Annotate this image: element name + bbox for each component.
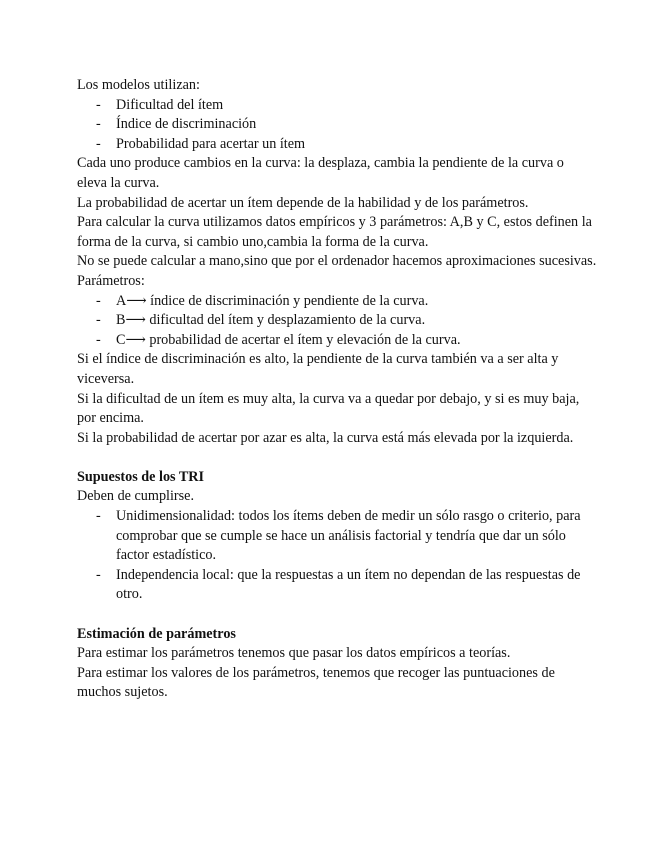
spacer (77, 605, 597, 625)
list-item: - Índice de discriminación (77, 115, 597, 135)
paragraph: Deben de cumplirse. (77, 488, 195, 505)
supuestos-list (77, 507, 597, 605)
paragraph: Si el índice de discriminación es alto, la pendiente de la curva también va a ser alta y viceversa. (77, 351, 559, 387)
params-list (77, 292, 597, 351)
paragraph: Si la dificultad de un ítem es muy alta, la curva va a quedar por debajo, y si es muy baja, por encima. (77, 390, 580, 427)
paragraph: No se puede calcular a mano,sino que por el ordenador hacemos aproximaciones sucesivas. (77, 253, 597, 270)
paragraph: Cada uno produce cambios en la curva: la desplaza, cambia la pendiente de la curva o eleva la curva. (77, 155, 564, 191)
list-item: - Probabilidad para acertar un ítem (77, 135, 597, 155)
paragraph: Para estimar los valores de los parámetros, tenemos que recoger las puntuaciones de muchos sujetos. (77, 664, 555, 701)
list-item: - Dificultad del ítem (77, 96, 597, 116)
params-label: Parámetros: (77, 272, 145, 289)
models-heading: Los modelos utilizan: (77, 77, 200, 93)
paragraph: La probabilidad de acertar un ítem depende de la habilidad y de los parámetros. (77, 194, 529, 211)
list-item: - Unidimensionalidad: todos los ítems deben de medir un sólo rasgo o criterio, para comprobar que se cumple se hace un análisis factorial y tendría que dar un sólo factor estadístico. (77, 507, 597, 566)
section-title-estimacion: Estimación de parámetros (77, 625, 236, 642)
list-item: - B⟶ dificultad del ítem y desplazamiento de la curva. (77, 311, 597, 331)
paragraph: Si la probabilidad de acertar por azar es alta, la curva está más elevada por la izquierda. (77, 429, 574, 446)
section-title-supuestos: Supuestos de los TRI (77, 468, 205, 485)
list-item: - Independencia local: que la respuestas a un ítem no dependan de las respuestas de otro. (77, 566, 597, 605)
list-item: - A⟶ índice de discriminación y pendiente de la curva. (77, 292, 597, 312)
models-list (77, 96, 597, 155)
document-page (77, 76, 597, 703)
spacer (77, 448, 597, 468)
list-item: - C⟶ probabilidad de acertar el ítem y elevación de la curva. (77, 331, 597, 351)
paragraph: Para estimar los parámetros tenemos que pasar los datos empíricos a teorías. (77, 645, 511, 662)
paragraph: Para calcular la curva utilizamos datos empíricos y 3 parámetros: A,B y C, estos definen la forma de la curva, si cambio uno,cambia la forma de la curva. (77, 214, 592, 250)
